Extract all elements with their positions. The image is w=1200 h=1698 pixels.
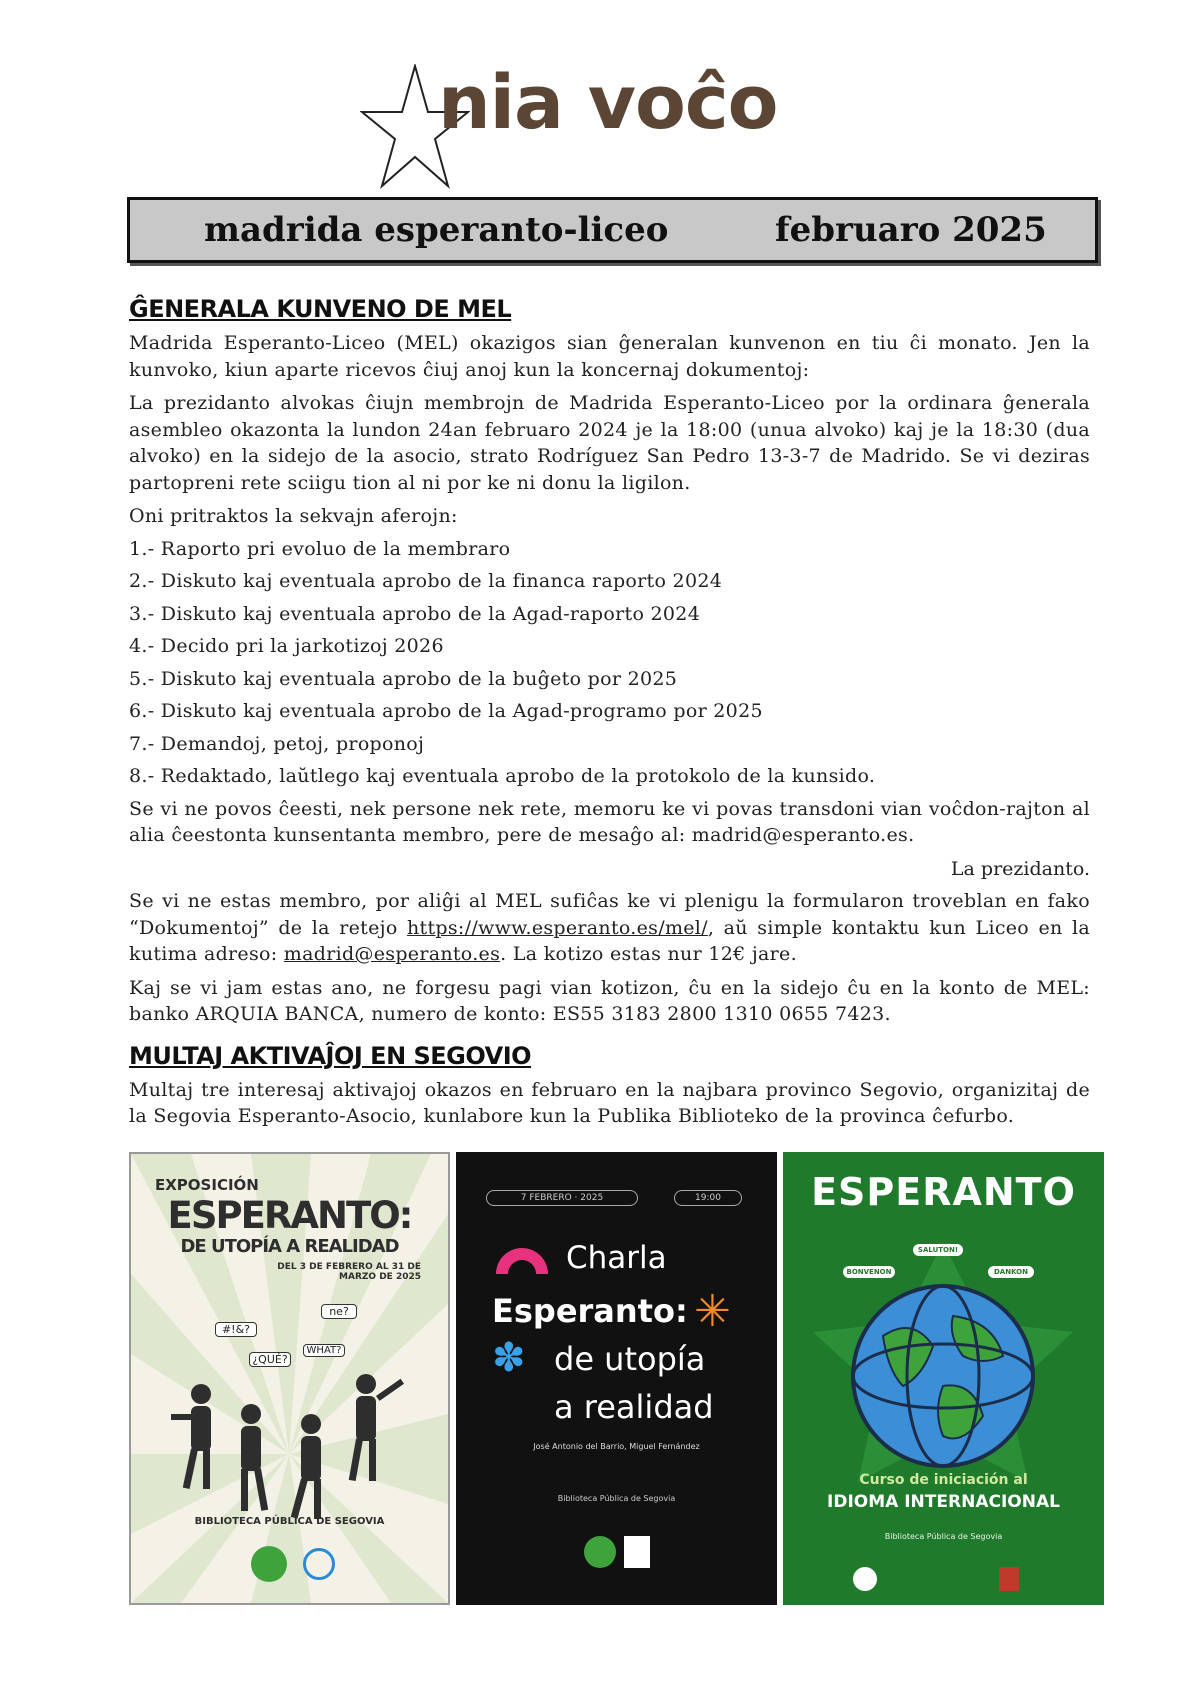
sponsor-logo-icon bbox=[584, 1536, 616, 1568]
poster2-subtitle-1: de utopía bbox=[554, 1340, 706, 1378]
speech-bubble: DANKON bbox=[988, 1266, 1034, 1278]
paragraph-membership bbox=[129, 888, 1090, 968]
esperanto-logo-icon bbox=[624, 1536, 650, 1568]
sponsor-logo-icon bbox=[251, 1546, 287, 1582]
agenda-item: 5.- Diskuto kaj eventuala aprobo de la buĝeto por 2025 bbox=[129, 667, 678, 690]
poster3-course-label: Curso de iniciación al bbox=[859, 1472, 1028, 1488]
header-banner bbox=[127, 197, 1098, 263]
agenda-item: 2.- Diskuto kaj eventuala aprobo de la financa raporto 2024 bbox=[129, 570, 723, 592]
poster1-dates: DEL 3 DE FEBRERO AL 31 DE MARZO DE 2025 bbox=[277, 1262, 421, 1282]
article-body bbox=[129, 295, 1090, 1137]
paragraph-convocation: La prezidanto alvokas ĉiujn membrojn de Madrida Esperanto-Liceo por la ordinara ĝenerala asembleo okazonta la lundon 24an februaro 2024 je la 18:00 (unua alvoko) kaj je la 18:30 (dua alvoko) en la sidejo de la asocio, strato Rodríguez San Pedro 13-3-7 de Madrido. Se vi deziras partopreni rete sciigu tion al ni por ke ni donu la ligilon. bbox=[129, 392, 1090, 494]
agenda-item: 3.- Diskuto kaj eventuala aprobo de la Agad-raporto 2024 bbox=[129, 602, 701, 625]
paragraph-proxy: Se vi ne povos ĉeesti, nek persone nek rete, memoru ke vi povas transdoni vian voĉdon-rajton al alia ĉeestonta kunsentanta membro, pere de mesaĝo al: madrid@esperanto.es. bbox=[129, 797, 1090, 846]
poster3-title: ESPERANTO bbox=[811, 1170, 1076, 1214]
flower-icon: ✽ bbox=[492, 1335, 526, 1381]
newsletter-logo-title: nia voĉo bbox=[438, 60, 778, 146]
poster2-credits: José Antonio del Barrio, Miguel Fernández bbox=[533, 1442, 700, 1451]
poster1-subtitle: DE UTOPÍA A REALIDAD bbox=[180, 1236, 399, 1257]
speech-bubble: ne? bbox=[321, 1304, 357, 1319]
poster-talk bbox=[456, 1152, 777, 1605]
poster2-time-pill: 19:00 bbox=[674, 1190, 742, 1206]
membership-text-1: Se vi ne estas membro, por aliĝi al MEL sufiĉas ke vi plenigu la formularon troveblan en fako “Dokumentoj” de la retejo bbox=[129, 890, 1090, 939]
website-link[interactable]: https://www.esperanto.es/mel/ bbox=[407, 916, 708, 939]
agenda-item: 6.- Diskuto kaj eventuala aprobo de la Agad-programo por 2025 bbox=[129, 700, 763, 722]
agenda-item: 1.- Raporto pri evoluo de la membraro bbox=[129, 537, 511, 560]
poster3-course-title: IDIOMA INTERNACIONAL bbox=[827, 1492, 1060, 1512]
poster2-venue: Biblioteca Pública de Segovia bbox=[557, 1494, 676, 1503]
poster1-title: ESPERANTO: bbox=[167, 1194, 412, 1237]
poster2-subtitle-2: a realidad bbox=[554, 1388, 714, 1426]
organization-name: madrida esperanto-liceo bbox=[204, 210, 669, 250]
poster2-label: Charla bbox=[566, 1240, 667, 1276]
agenda-item: 7.- Demandoj, petoj, proponoj bbox=[129, 732, 425, 755]
agenda-intro: Oni pritraktos la sekvajn aferojn: bbox=[129, 505, 458, 527]
poster2-title: Esperanto: bbox=[492, 1292, 688, 1330]
membership-text-2: , aŭ simple kontaktu kun Liceo en la kutima adreso: bbox=[129, 916, 1091, 965]
poster2-date-pill: 7 FEBRERO · 2025 bbox=[486, 1190, 638, 1206]
speech-bubble: ¿QUÉ? bbox=[249, 1352, 291, 1367]
paragraph-intro: Madrida Esperanto-Liceo (MEL) okazigos sian ĝeneralan kunvenon en tiu ĉi monato. Jen la kunvoko, kiun aparte ricevos ĉiuj anoj kun la koncernaj dokumentoj: bbox=[129, 332, 1090, 381]
globe-icon bbox=[843, 1276, 1043, 1476]
sparkle-icon: ✳ bbox=[694, 1286, 731, 1337]
esperanto-logo-icon bbox=[303, 1548, 335, 1580]
paragraph-payment: Kaj se vi jam estas ano, ne forgesu pagi vian kotizon, ĉu en la sidejo ĉu en la konto de MEL: banko ARQUIA BANCA, numero de konto: ES55 3183 2800 1310 0655 7423. bbox=[129, 976, 1090, 1025]
poster1-label: EXPOSICIÓN bbox=[155, 1176, 259, 1194]
agenda-item: 4.- Decido pri la jarkotizoj 2026 bbox=[129, 635, 444, 657]
poster3-venue: Biblioteca Pública de Segovia bbox=[884, 1532, 1003, 1541]
email-link[interactable]: madrid@esperanto.es bbox=[283, 943, 501, 965]
issue-date: februaro 2025 bbox=[775, 210, 1047, 250]
speech-bubble: SALUTON! bbox=[913, 1244, 963, 1256]
section-heading-general-assembly: ĜENERALA KUNVENO DE MEL bbox=[129, 295, 512, 323]
poster-exhibition bbox=[129, 1152, 450, 1605]
agenda-item: 8.- Redaktado, laŭtlego kaj eventuala aprobo de la protokolo de la kunsido. bbox=[129, 765, 876, 787]
speech-bubble: #!&? bbox=[215, 1322, 257, 1337]
poster-course bbox=[783, 1152, 1104, 1605]
section-heading-segovia: MULTAJ AKTIVAĴOJ EN SEGOVIO bbox=[129, 1041, 532, 1070]
city-crest-icon bbox=[999, 1567, 1019, 1591]
poster-row bbox=[129, 1152, 1104, 1605]
sponsor-logo-icon bbox=[853, 1567, 877, 1591]
poster1-footer: BIBLIOTECA PÚBLICA DE SEGOVIA bbox=[194, 1516, 385, 1527]
signature: La prezidanto. bbox=[950, 857, 1090, 880]
paragraph-segovia: Multaj tre interesaj aktivajoj okazos en februaro en la najbara provinco Segovio, organizitaj de la Segovia Esperanto-Asocio, kunlabore kun la Publika Biblioteko de la provinca ĉefurbo. bbox=[129, 1078, 1090, 1127]
arc-icon bbox=[492, 1244, 552, 1278]
speech-bubble: WHAT? bbox=[303, 1344, 345, 1357]
membership-text-3: . La kotizo estas nur 12€ jare. bbox=[500, 943, 797, 965]
speech-bubble: BONVENON bbox=[843, 1266, 895, 1278]
